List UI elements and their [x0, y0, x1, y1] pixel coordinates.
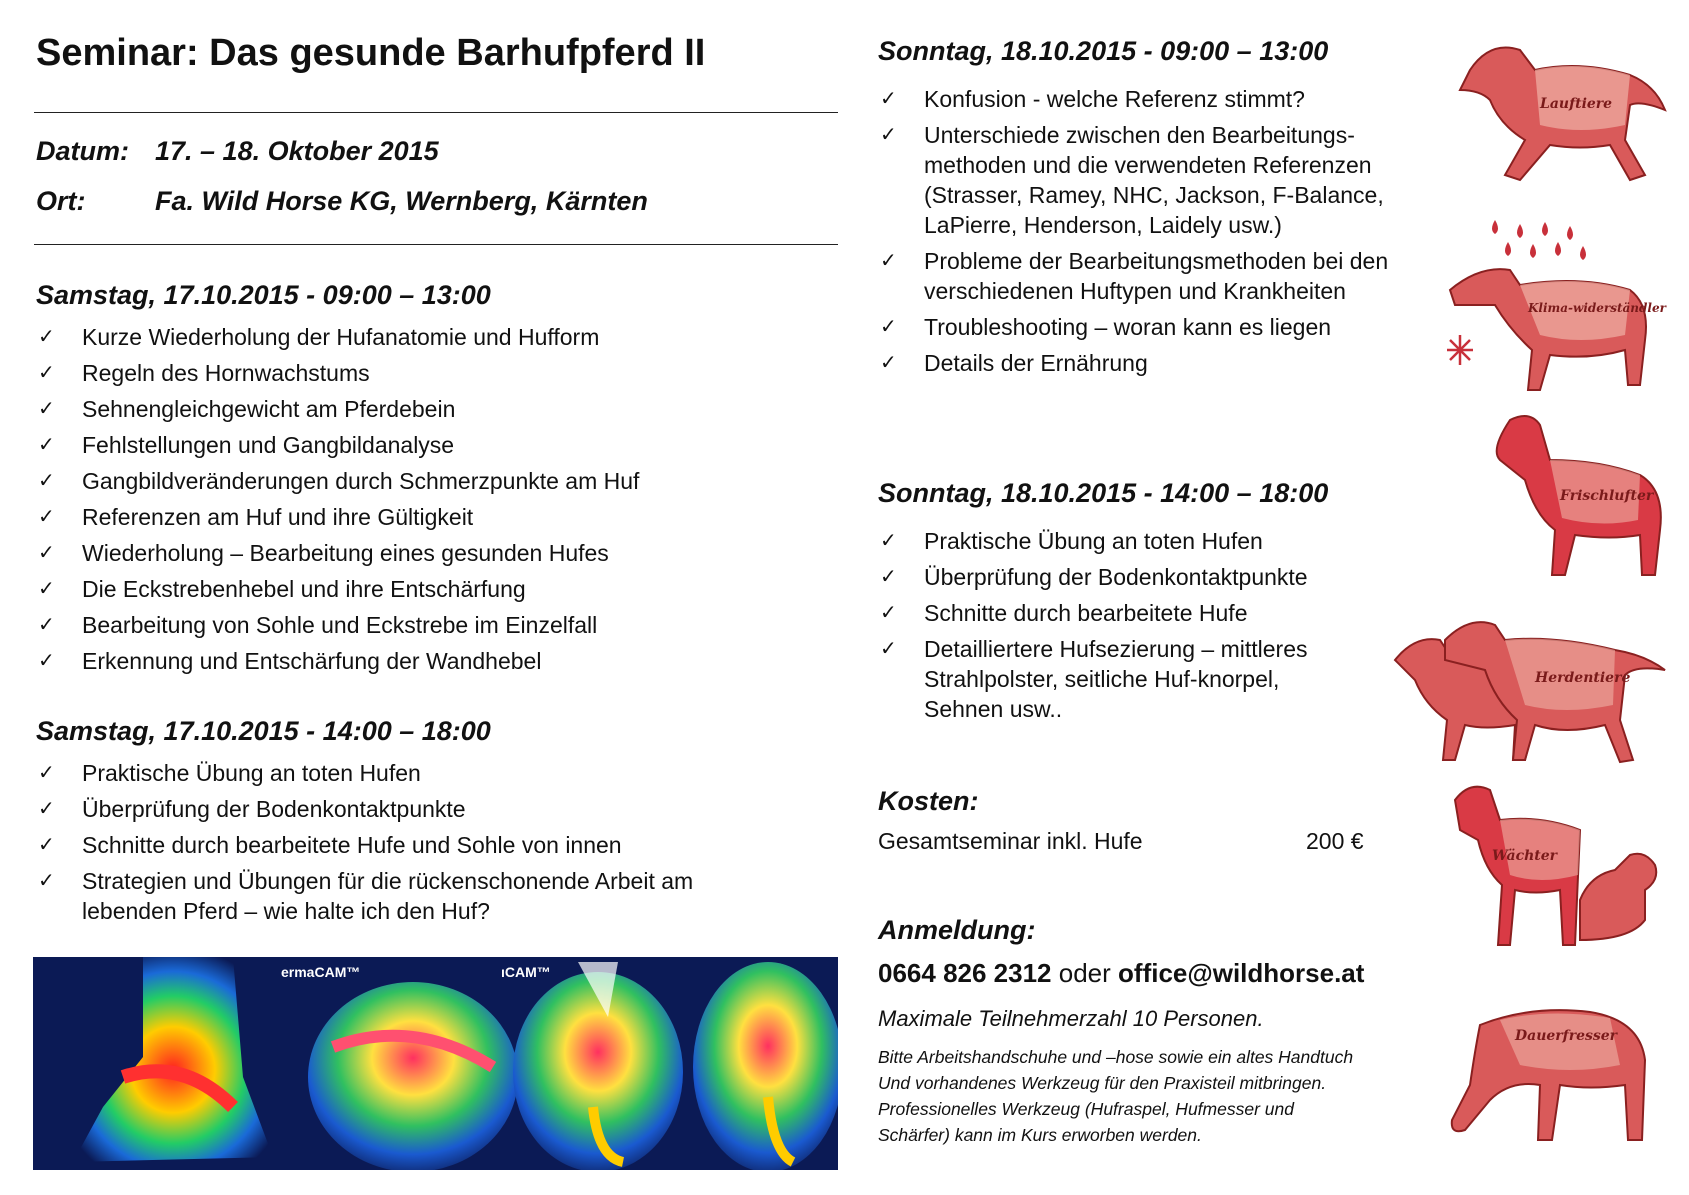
checkmark-icon: ✓ — [38, 542, 55, 564]
checklist-item-text: Überprüfung der Bodenkontaktpunkte — [924, 564, 1308, 590]
checkmark-icon: ✓ — [38, 434, 55, 456]
date-value: 17. – 18. Oktober 2015 — [155, 136, 439, 166]
checklist-item — [880, 120, 1410, 240]
section-heading-sun-pm: Sonntag, 18.10.2015 - 14:00 – 18:00 — [878, 478, 1329, 508]
horse-illustration-lauftiere — [1440, 30, 1670, 190]
checklist-item-text: Erkennung und Entschärfung der Wandhebel — [82, 648, 542, 674]
checklist-item — [38, 866, 758, 926]
contact-connector: oder — [1058, 958, 1111, 988]
date-label: Datum: — [36, 136, 129, 166]
horse-illustration-herdentiere — [1385, 610, 1670, 770]
checkmark-icon: ✓ — [880, 124, 897, 146]
checklist-item — [38, 574, 818, 604]
checkmark-icon: ✓ — [880, 566, 897, 588]
checklist-sun-pm — [880, 526, 1360, 730]
phone-number: 0664 826 2312 — [878, 958, 1052, 988]
checkmark-icon: ✓ — [38, 470, 55, 492]
checkmark-icon: ✓ — [38, 614, 55, 636]
thermal-label-2: ıCAM™ — [501, 964, 551, 980]
checklist-item-text: Schnitte durch bearbeitete Hufe — [924, 600, 1248, 626]
checklist-item-text: Unterschiede zwischen den Bearbeitungs-methoden und die verwendeten Referenzen (Strasser, Ramey, NHC, Jackson, F-Balance, LaPierre, Henderson, Laidely usw.) — [924, 122, 1384, 238]
checklist-item-text: Bearbeitung von Sohle und Eckstrebe im Einzelfall — [82, 612, 598, 638]
checklist-item-text: Referenzen am Huf und ihre Gültigkeit — [82, 504, 474, 530]
checkmark-icon: ✓ — [38, 762, 55, 784]
checklist-item — [880, 246, 1410, 306]
section-heading-sat-pm: Samstag, 17.10.2015 - 14:00 – 18:00 — [36, 716, 491, 746]
checkmark-icon: ✓ — [880, 316, 897, 338]
place-value: Fa. Wild Horse KG, Wernberg, Kärnten — [155, 186, 648, 216]
checklist-sat-am — [38, 322, 818, 682]
checklist-item — [880, 634, 1360, 724]
checklist-item — [38, 466, 818, 496]
checklist-item — [880, 562, 1360, 592]
checklist-item — [38, 358, 818, 388]
checklist-item-text: Strategien und Übungen für die rückenschonende Arbeit am lebenden Pferd – wie halte ich den Huf? — [82, 868, 694, 924]
checkmark-icon: ✓ — [880, 352, 897, 374]
checklist-sat-pm — [38, 758, 758, 932]
section-heading-sat-am: Samstag, 17.10.2015 - 09:00 – 13:00 — [36, 280, 491, 310]
divider — [34, 244, 838, 245]
max-participants: Maximale Teilnehmerzahl 10 Personen. — [878, 1006, 1264, 1031]
checklist-item — [38, 758, 758, 788]
checklist-item — [38, 502, 818, 532]
costs-heading: Kosten: — [878, 786, 979, 816]
costs-item: Gesamtseminar inkl. Hufe — [878, 828, 1143, 854]
note-line: Und vorhandenes Werkzeug für den Praxisteil mitbringen. — [878, 1073, 1327, 1093]
thermal-label-1: ermaCAM™ — [281, 964, 361, 980]
checkmark-icon: ✓ — [38, 362, 55, 384]
checklist-item — [38, 646, 818, 676]
checklist-item-text: Überprüfung der Bodenkontaktpunkte — [82, 796, 466, 822]
checklist-item-text: Wiederholung – Bearbeitung eines gesunden Hufes — [82, 540, 609, 566]
checklist-item-text: Die Eckstrebenhebel und ihre Entschärfung — [82, 576, 526, 602]
horse-label: Klima-widerständler — [1528, 301, 1666, 315]
checklist-sun-am — [880, 84, 1410, 384]
horse-label: Herdentiere — [1535, 670, 1631, 686]
checklist-item — [880, 348, 1410, 378]
checklist-item-text: Regeln des Hornwachstums — [82, 360, 370, 386]
registration-contact — [878, 958, 1364, 989]
checkmark-icon: ✓ — [38, 870, 55, 892]
section-heading-sun-am: Sonntag, 18.10.2015 - 09:00 – 13:00 — [878, 36, 1329, 66]
checkmark-icon: ✓ — [38, 578, 55, 600]
place-label: Ort: — [36, 186, 86, 216]
checklist-item-text: Sehnengleichgewicht am Pferdebein — [82, 396, 456, 422]
checklist-item-text: Details der Ernährung — [924, 350, 1148, 376]
checkmark-icon: ✓ — [880, 530, 897, 552]
email-link[interactable]: office@wildhorse.at — [1118, 958, 1365, 988]
checklist-item — [880, 598, 1360, 628]
checklist-item-text: Probleme der Bearbeitungsmethoden bei den verschiedenen Huftypen und Krankheiten — [924, 248, 1389, 304]
checkmark-icon: ✓ — [38, 834, 55, 856]
checkmark-icon: ✓ — [38, 398, 55, 420]
horse-illustration-waechter — [1430, 780, 1670, 950]
checklist-item — [38, 830, 758, 860]
checkmark-icon: ✓ — [38, 650, 55, 672]
horse-illustration-dauerfresser — [1440, 990, 1670, 1150]
checklist-item — [38, 794, 758, 824]
page-title: Seminar: Das gesunde Barhufpferd II — [36, 32, 706, 74]
note-line: Bitte Arbeitshandschuhe und –hose sowie ein altes Handtuch — [878, 1047, 1354, 1067]
checkmark-icon: ✓ — [38, 326, 55, 348]
checklist-item — [38, 430, 818, 460]
divider — [34, 112, 838, 113]
checkmark-icon: ✓ — [880, 602, 897, 624]
registration-heading: Anmeldung: — [878, 915, 1036, 945]
checklist-item — [880, 84, 1410, 114]
checkmark-icon: ✓ — [38, 506, 55, 528]
horse-illustration-frischlufter — [1470, 410, 1670, 580]
checklist-item-text: Gangbildveränderungen durch Schmerzpunkte am Huf — [82, 468, 640, 494]
horse-illustration-klima — [1440, 210, 1670, 400]
checklist-item-text: Detailliertere Hufsezierung – mittleres Strahlpolster, seitliche Huf-knorpel, Sehnen usw.. — [924, 636, 1308, 722]
checklist-item — [38, 394, 818, 424]
checklist-item-text: Troubleshooting – woran kann es liegen — [924, 314, 1332, 340]
checkmark-icon: ✓ — [38, 798, 55, 820]
checklist-item-text: Fehlstellungen und Gangbildanalyse — [82, 432, 455, 458]
checklist-item-text: Kurze Wiederholung der Hufanatomie und Hufform — [82, 324, 600, 350]
thermal-hoof-graphic — [33, 957, 838, 1170]
registration-note — [878, 1044, 1478, 1148]
horse-label: Dauerfresser — [1515, 1028, 1618, 1044]
checkmark-icon: ✓ — [880, 638, 897, 660]
checklist-item-text: Schnitte durch bearbeitete Hufe und Sohle von innen — [82, 832, 622, 858]
horse-label: Wächter — [1492, 848, 1558, 864]
checklist-item — [880, 312, 1410, 342]
checkmark-icon: ✓ — [880, 250, 897, 272]
thermal-hoof-image — [33, 957, 838, 1170]
costs-price: 200 € — [1306, 828, 1364, 854]
snowflake-icon — [1447, 335, 1473, 365]
horse-label: Lauftiere — [1540, 96, 1613, 112]
checklist-item — [38, 322, 818, 352]
checklist-item — [38, 538, 818, 568]
note-line: Professionelles Werkzeug (Hufraspel, Hufmesser und — [878, 1099, 1294, 1119]
checkmark-icon: ✓ — [880, 88, 897, 110]
checklist-item — [38, 610, 818, 640]
checklist-item — [880, 526, 1360, 556]
checklist-item-text: Praktische Übung an toten Hufen — [82, 760, 421, 786]
note-line: Schärfer) kann im Kurs erworben werden. — [878, 1125, 1202, 1145]
checklist-item-text: Praktische Übung an toten Hufen — [924, 528, 1263, 554]
checklist-item-text: Konfusion - welche Referenz stimmt? — [924, 86, 1305, 112]
horse-label: Frischlufter — [1560, 488, 1654, 504]
